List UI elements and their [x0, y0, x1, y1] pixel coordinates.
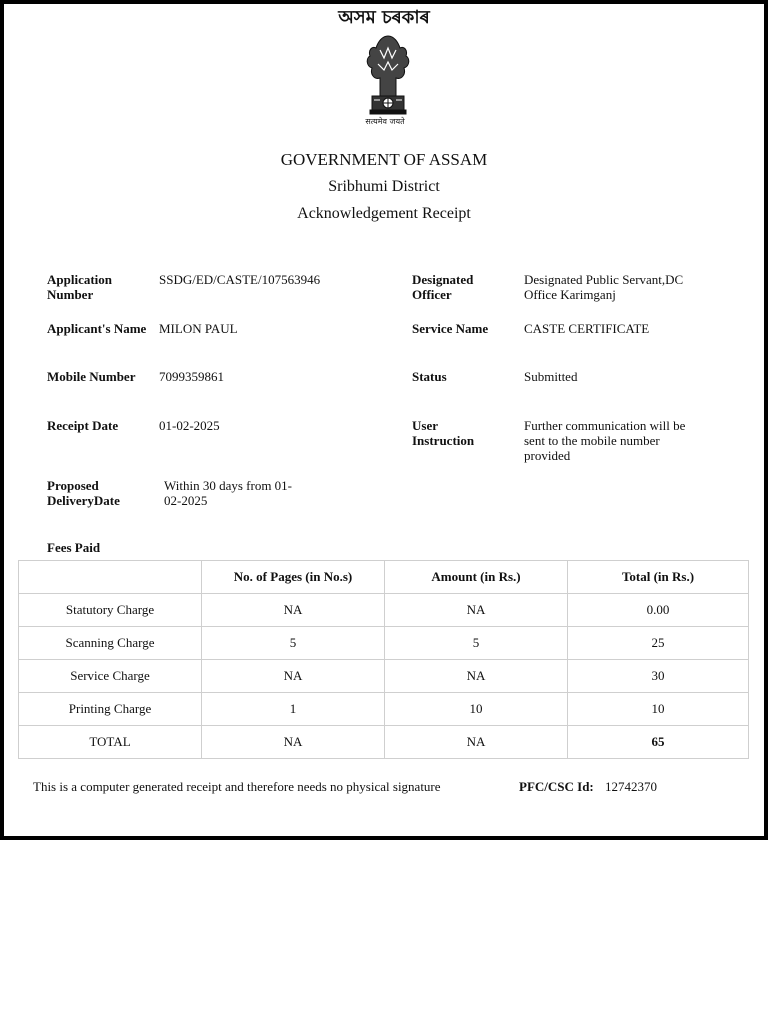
table-row: [19, 660, 749, 693]
table-row: [19, 594, 749, 627]
header-cell-amount: Amount (in Rs.): [385, 561, 568, 594]
table-row: [19, 627, 749, 660]
mobile-number-label: Mobile Number: [47, 369, 136, 384]
header-cell-total: Total (in Rs.): [568, 561, 749, 594]
designated-officer-value: Designated Public Servant,DC Office Karimganj: [524, 272, 684, 302]
receipt-title: Acknowledgement Receipt: [297, 205, 471, 222]
application-number-label: Application Number: [47, 272, 113, 302]
fees-header-row: [19, 561, 749, 594]
designated-officer-label: Designated Officer: [412, 272, 474, 302]
total-cell: 0.00: [568, 594, 749, 627]
grand-total-cell: 65: [568, 726, 749, 759]
applicant-name-value: MILON PAUL: [159, 321, 238, 336]
total-cell: 30: [568, 660, 749, 693]
fees-table: [18, 560, 749, 759]
charge-name: Service Charge: [19, 660, 202, 693]
amount-cell: NA: [385, 726, 568, 759]
total-cell: 10: [568, 693, 749, 726]
pages-cell: NA: [202, 594, 385, 627]
table-row: [19, 693, 749, 726]
pages-cell: NA: [202, 726, 385, 759]
computer-generated-note: This is a computer generated receipt and therefore needs no physical signature: [33, 779, 441, 794]
national-emblem-icon: [354, 30, 422, 126]
amount-cell: NA: [385, 594, 568, 627]
proposed-delivery-label: Proposed DeliveryDate: [47, 478, 120, 508]
charge-name: Printing Charge: [19, 693, 202, 726]
district-title: Sribhumi District: [328, 178, 440, 195]
applicant-name-label: Applicant's Name: [47, 321, 147, 336]
pages-cell: NA: [202, 660, 385, 693]
receipt-date-value: 01-02-2025: [159, 418, 220, 433]
service-name-value: CASTE CERTIFICATE: [524, 321, 650, 336]
proposed-delivery-value: Within 30 days from 01-02-2025: [164, 478, 293, 508]
table-row-total: [19, 726, 749, 759]
status-value: Submitted: [524, 369, 578, 384]
assamese-title: অসম চৰকাৰ: [338, 7, 430, 28]
amount-cell: NA: [385, 660, 568, 693]
application-number-value: SSDG/ED/CASTE/107563946: [159, 272, 321, 287]
charge-name: Scanning Charge: [19, 627, 202, 660]
mobile-number-value: 7099359861: [159, 369, 224, 384]
pfc-csc-value: 12742370: [605, 779, 657, 794]
header-cell-blank: [19, 561, 202, 594]
total-cell: 25: [568, 627, 749, 660]
pages-cell: 1: [202, 693, 385, 726]
government-title: GOVERNMENT OF ASSAM: [280, 150, 488, 169]
user-instruction-label: User Instruction: [412, 418, 475, 448]
charge-name: Statutory Charge: [19, 594, 202, 627]
pfc-csc-label: PFC/CSC Id:: [519, 779, 594, 794]
status-label: Status: [412, 369, 447, 384]
emblem-motto: सत्यमेव जयते: [365, 117, 405, 126]
amount-cell: 5: [385, 627, 568, 660]
pages-cell: 5: [202, 627, 385, 660]
user-instruction-value: Further communication will be sent to the mobile number provided: [524, 418, 686, 463]
amount-cell: 10: [385, 693, 568, 726]
charge-name: TOTAL: [19, 726, 202, 759]
fees-paid-title: Fees Paid: [47, 540, 101, 555]
service-name-label: Service Name: [412, 321, 489, 336]
receipt-date-label: Receipt Date: [47, 418, 119, 433]
header-cell-pages: No. of Pages (in No.s): [202, 561, 385, 594]
